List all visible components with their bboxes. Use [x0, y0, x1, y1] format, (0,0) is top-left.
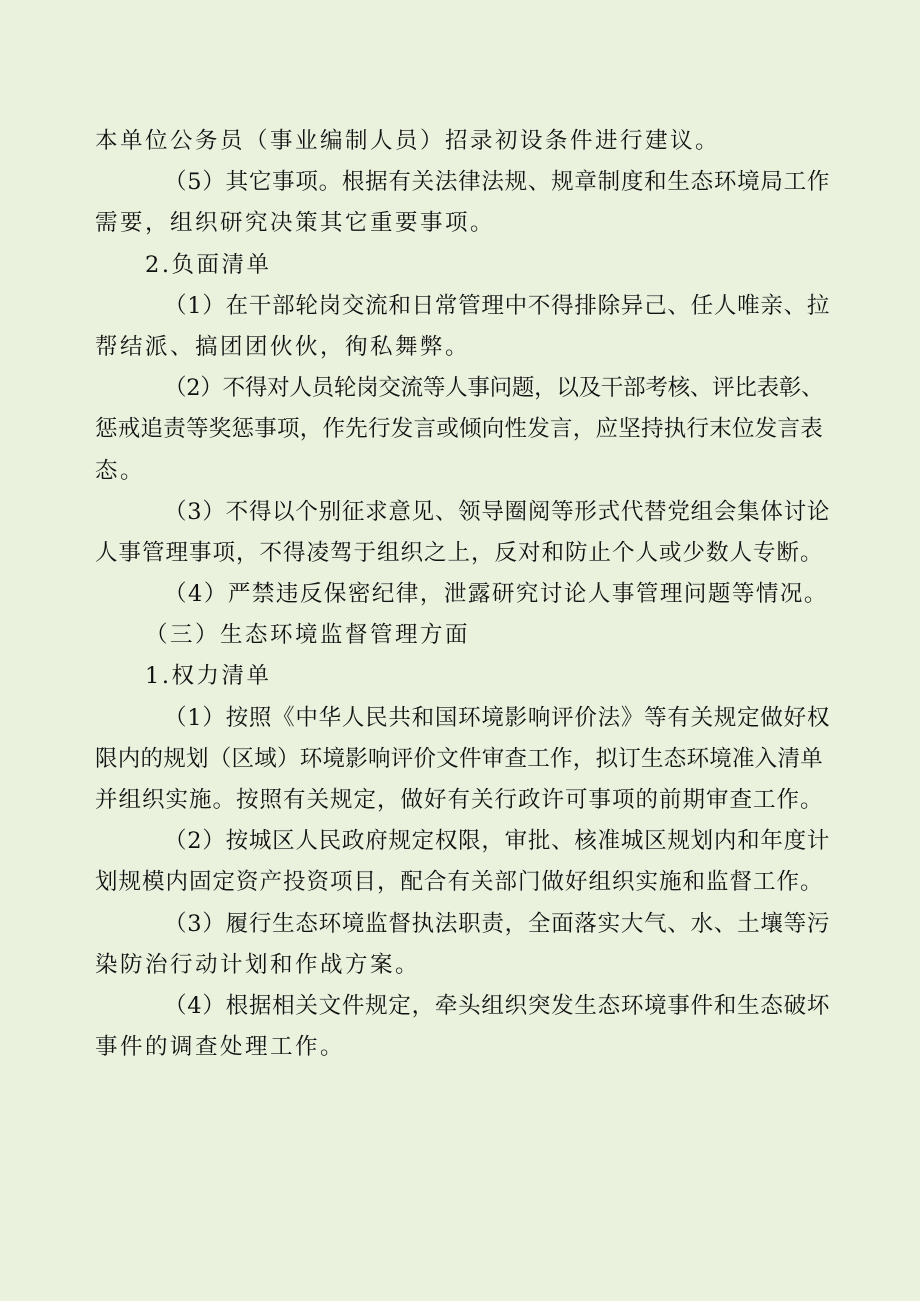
- section-heading: 1.权力清单: [145, 663, 272, 690]
- paragraph-line: 染防治行动计划和作战方案。: [95, 951, 421, 978]
- paragraph-line: 态。: [95, 457, 146, 484]
- section-heading: （三）生态环境监督管理方面: [145, 622, 471, 649]
- paragraph-line: （1）按照《中华人民共和国环境影响评价法》等有关规定做好权: [164, 704, 831, 731]
- paragraph-line: （2）不得对人员轮岗交流等人事问题，以及干部考核、评比表彰、: [164, 375, 824, 402]
- paragraph-line: 并组织实施。按照有关规定，做好有关行政许可事项的前期审查工作。: [95, 787, 824, 813]
- paragraph-line: 帮结派、搞团团伙伙，徇私舞弊。: [95, 333, 471, 360]
- paragraph-line: 限内的规划（区域）环境影响评价文件审查工作，拟订生态环境准入清单: [95, 745, 824, 772]
- section-heading: 2.负面清单: [145, 251, 272, 278]
- paragraph-line: 事件的调查处理工作。: [95, 1034, 346, 1061]
- paragraph-line: （5）其它事项。根据有关法律法规、规章制度和生态环境局工作: [164, 169, 831, 196]
- paragraph-line: 需要，组织研究决策其它重要事项。: [95, 210, 496, 237]
- paragraph-line: （3）履行生态环境监督执法职责，全面落实大气、水、土壤等污: [164, 910, 831, 937]
- paragraph-line: 人事管理事项，不得凌驾于组织之上，反对和防止个人或少数人专断。: [95, 539, 824, 566]
- paragraph-line: （1）在干部轮岗交流和日常管理中不得排除异己、任人唯亲、拉: [164, 292, 831, 319]
- paragraph-line: 划规模内固定资产投资项目，配合有关部门做好组织实施和监督工作。: [95, 869, 824, 896]
- paragraph-line: 惩戒追责等奖惩事项，作先行发言或倾向性发言，应坚持执行末位发言表: [95, 416, 824, 443]
- paragraph-line: （3）不得以个别征求意见、领导圈阅等形式代替党组会集体讨论: [164, 498, 831, 525]
- paragraph-line: （4）根据相关文件规定，牵头组织突发生态环境事件和生态破坏: [164, 992, 831, 1019]
- paragraph-line: 本单位公务员（事业编制人员）招录初设条件进行建议。: [95, 128, 721, 154]
- document-page: [95, 121, 830, 1068]
- paragraph-line: （2）按城区人民政府规定权限，审批、核准城区规划内和年度计: [164, 828, 831, 855]
- paragraph-line: （4）严禁违反保密纪律，泄露研究讨论人事管理问题等情况。: [164, 581, 828, 608]
